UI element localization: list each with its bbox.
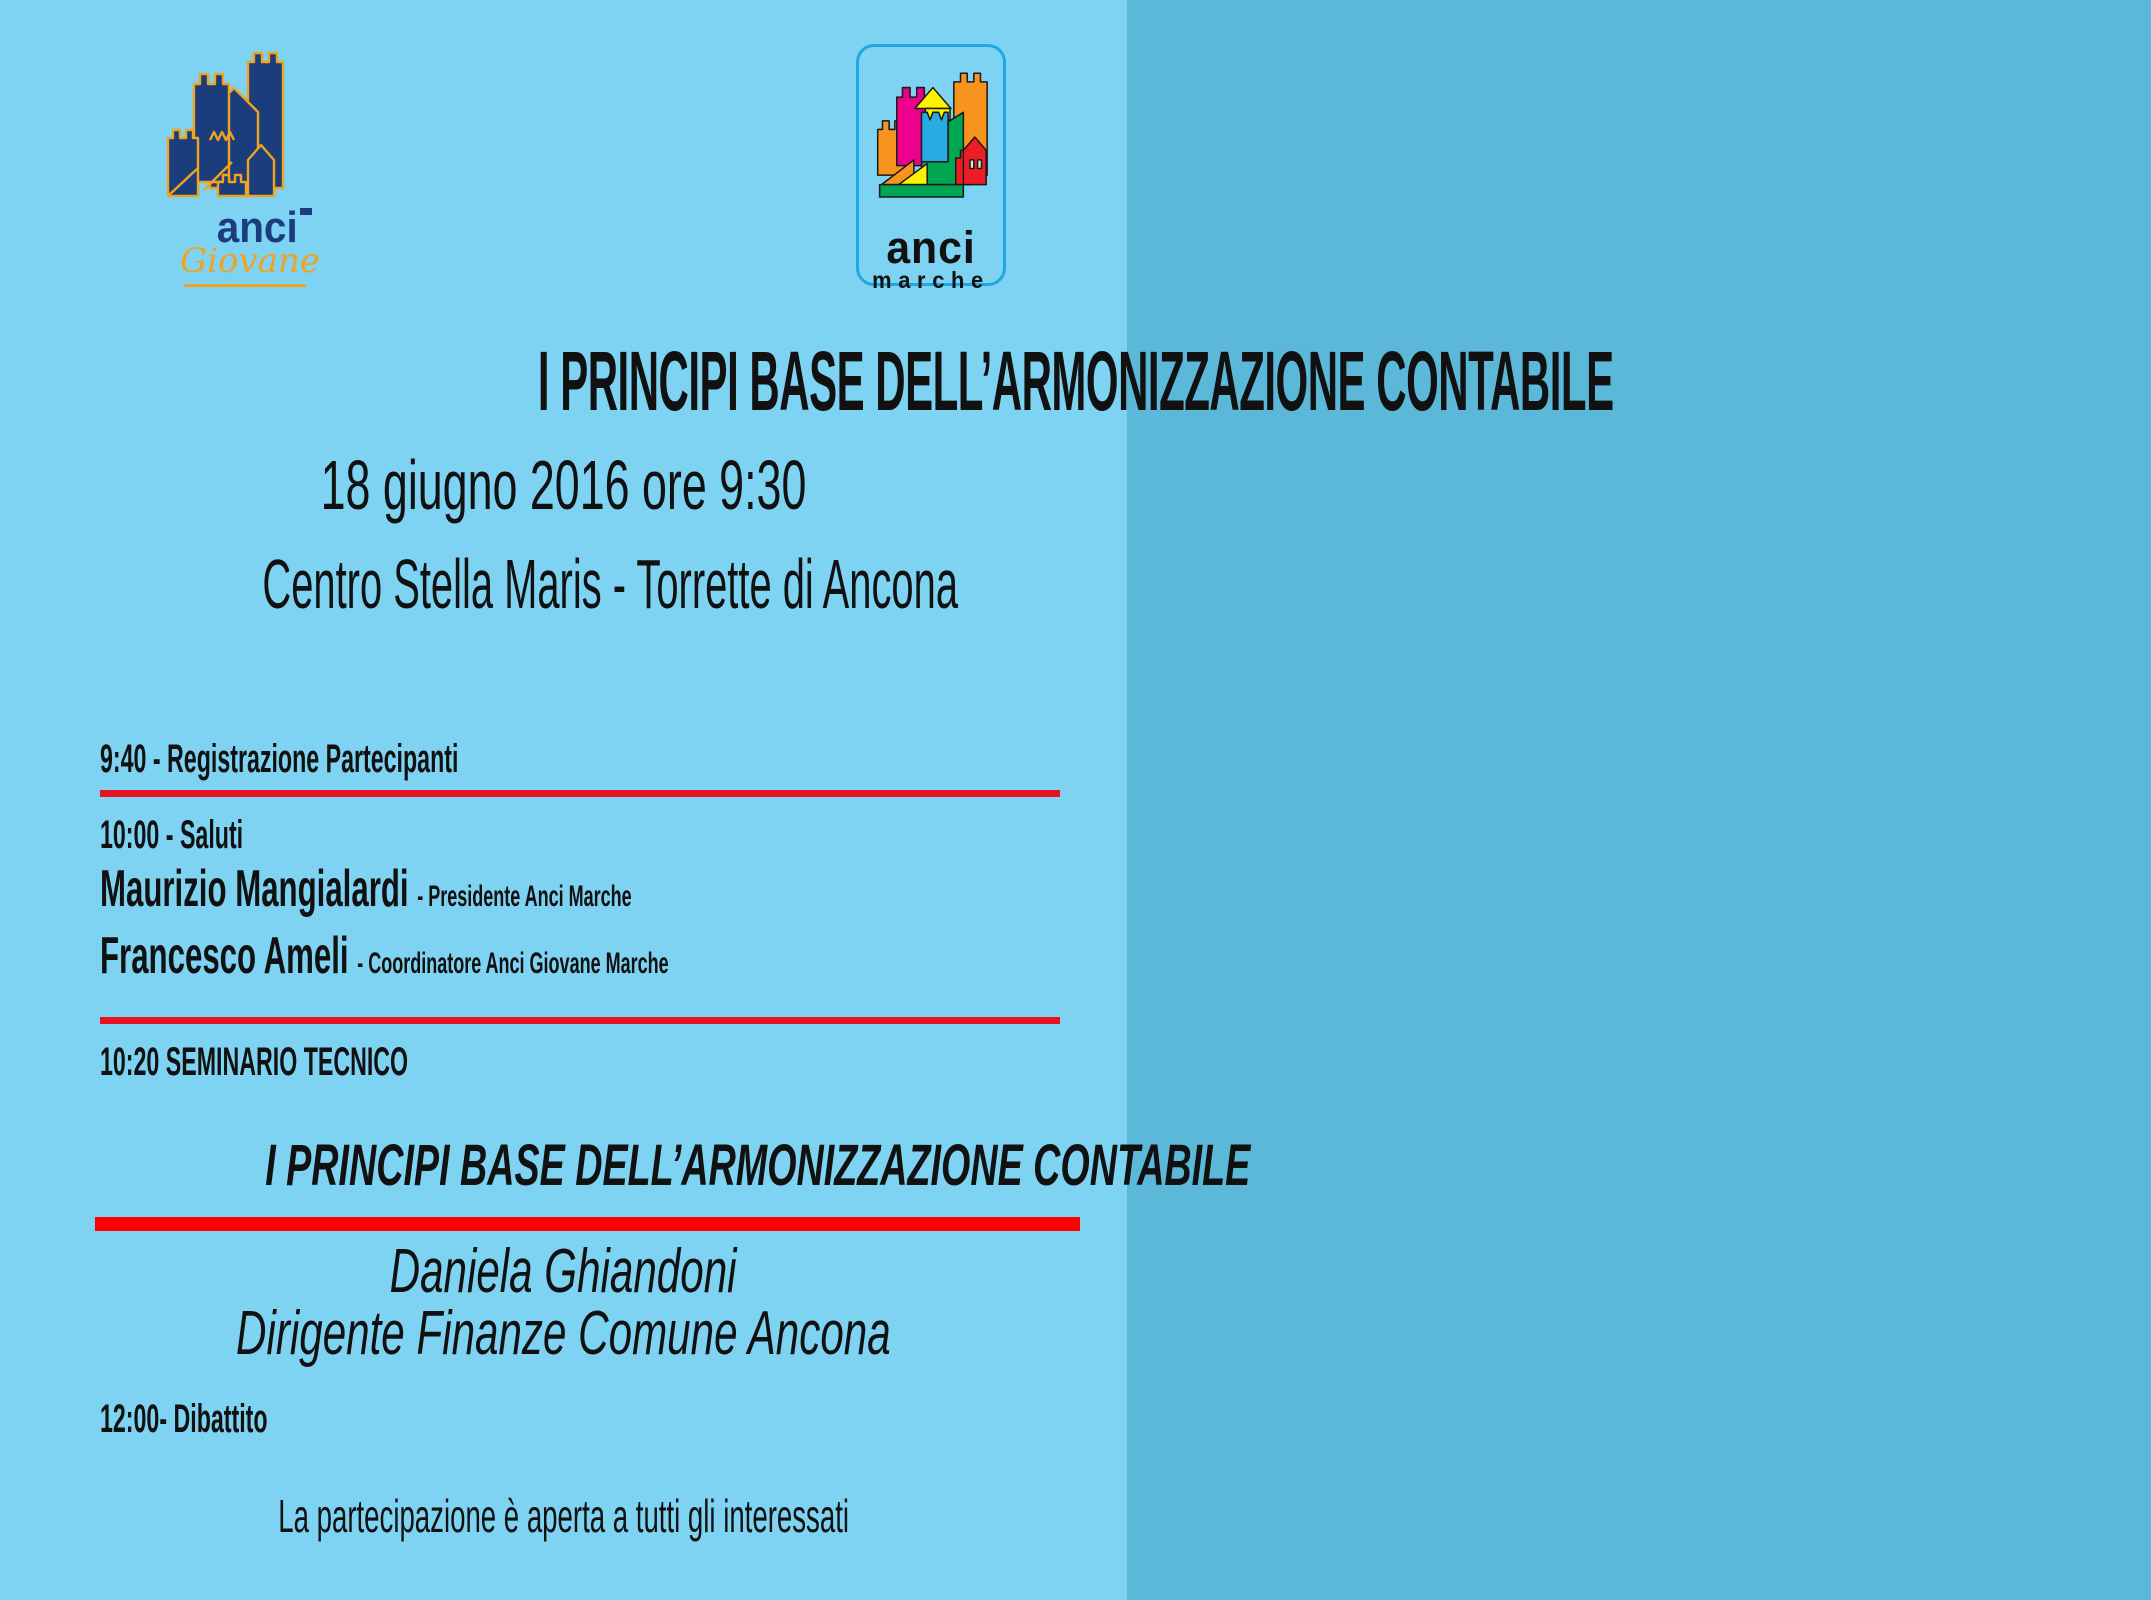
speaker-row bbox=[100, 860, 986, 918]
speaker-2-name: Francesco Ameli bbox=[100, 927, 349, 985]
schedule-registration-row bbox=[100, 739, 718, 779]
schedule-debate-row bbox=[100, 1399, 389, 1439]
event-datetime: 18 giugno 2016 ore 9:30 bbox=[320, 446, 807, 524]
giovane-underline bbox=[184, 284, 306, 287]
speaker-2-role: - Coordinatore Anci Giovane Marche bbox=[357, 947, 669, 980]
anci-marche-logo bbox=[856, 44, 1006, 293]
registration-item: 9:40 - Registrazione Partecipanti bbox=[100, 737, 459, 781]
giovane-wordmark: Giovane bbox=[180, 241, 321, 281]
header-date-row bbox=[0, 446, 1127, 524]
speaker-1-name: Maurizio Mangialardi bbox=[100, 860, 409, 918]
presenter-name-row bbox=[0, 1237, 1127, 1306]
seminar-title-row bbox=[0, 1133, 1251, 1198]
red-divider-thick bbox=[95, 1217, 1080, 1231]
seminar-title: I PRINCIPI BASE DELL’ARMONIZZAZIONE CONTABILE bbox=[265, 1133, 1251, 1198]
speaker-2 bbox=[100, 927, 669, 985]
debate-item: 12:00- Dibattito bbox=[100, 1397, 268, 1441]
red-divider-1 bbox=[100, 790, 1060, 797]
footer-row bbox=[0, 1490, 1127, 1542]
event-title: I PRINCIPI BASE DELL’ARMONIZZAZIONE CONTABILE bbox=[537, 334, 1614, 428]
anci-marche-wordmark: anci bbox=[886, 222, 976, 273]
marche-wordmark: marche bbox=[872, 267, 990, 293]
presenter-role-row bbox=[0, 1299, 1127, 1368]
greetings-item: 10:00 - Saluti bbox=[100, 813, 244, 857]
seminar-time-item: 10:20 SEMINARIO TECNICO bbox=[100, 1040, 409, 1084]
anci-marche-castle-icon bbox=[872, 55, 990, 221]
header-venue-row bbox=[0, 545, 1127, 623]
footer-note: La partecipazione è aperta a tutti gli interessati bbox=[278, 1490, 849, 1542]
header-title-row bbox=[0, 334, 1614, 428]
speaker-row bbox=[100, 927, 1048, 985]
schedule-greetings-row bbox=[100, 815, 347, 855]
anci-giovane-castle-icon bbox=[150, 48, 300, 208]
anci-giovane-wordmark: anci bbox=[216, 203, 298, 252]
presenter-role: Dirigente Finanze Comune Ancona bbox=[236, 1299, 891, 1368]
schedule-seminar-row bbox=[100, 1042, 631, 1082]
speaker-1-role: - Presidente Anci Marche bbox=[417, 880, 632, 913]
red-divider-2 bbox=[100, 1017, 1060, 1024]
presenter-name: Daniela Ghiandoni bbox=[390, 1237, 737, 1306]
event-venue: Centro Stella Maris - Torrette di Ancona bbox=[262, 545, 959, 623]
anci-i-bar bbox=[300, 208, 312, 215]
speaker-1 bbox=[100, 860, 632, 918]
anci-giovane-logo bbox=[150, 48, 340, 293]
